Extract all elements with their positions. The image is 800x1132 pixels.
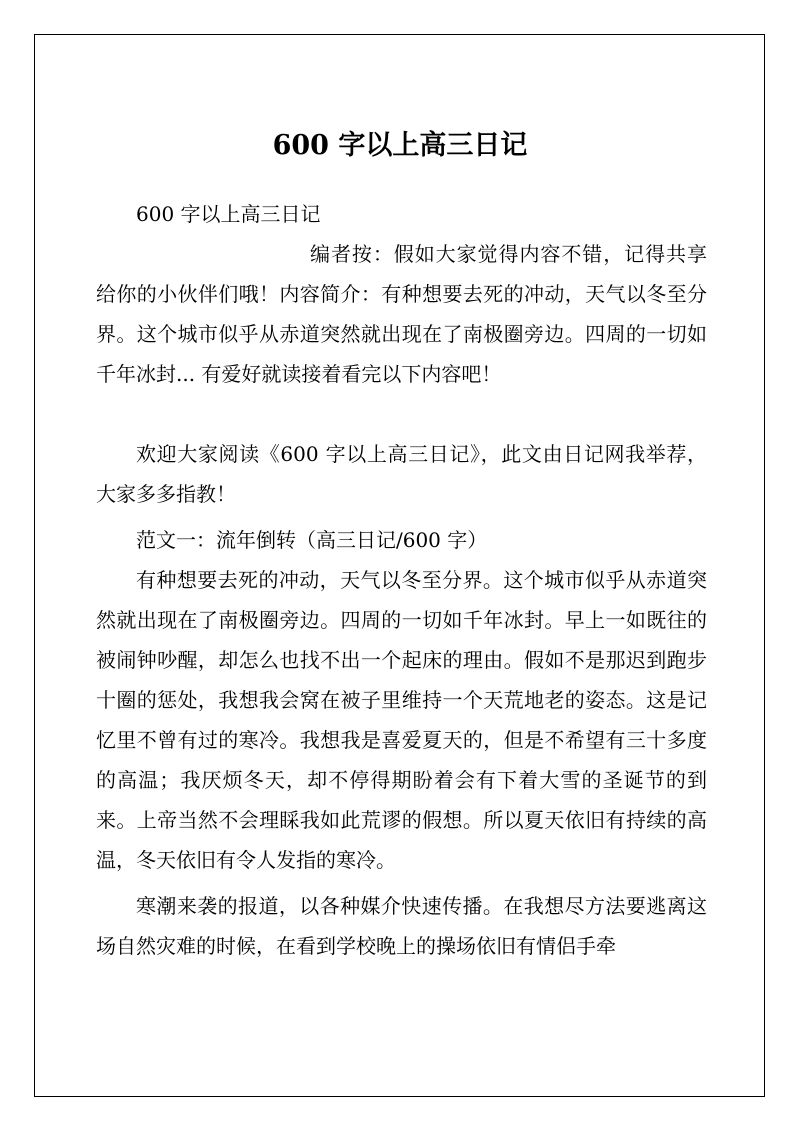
welcome-paragraph: 欢迎大家阅读《600 字以上高三日记》，此文由日记网我举荐，大家多多指教！ [96,442,707,506]
document-title: 600 字以上高三日记 [272,130,528,161]
body-paragraph-2: 寒潮来袭的报道，以各种媒介快速传播。在我想尽方法要逃离这场自然灾难的时候，在看到学校晚上的操场依旧有情侣手牵 [96,894,707,958]
document-subtitle: 600 字以上高三日记 [136,202,321,226]
body-paragraph-1: 有种想要去死的冲动，天气以冬至分界。这个城市似乎从赤道突然就出现在了南极圈旁边。四周的一切如千年冰封。早上一如既往的被闹钟吵醒，却怎么也找不出一个起床的理由。假如不是那迟到跑步十圈的惩处，我想我会窝在被子里维持一个天荒地老的姿态。这是记忆里不曾有过的寒冷。我想我是喜爱夏天的，但是不希望有三十多度的高温；我厌烦冬天，却不停得期盼着会有下着大雪的圣诞节的到来。上帝当然不会理睬我如此荒谬的假想。所以夏天依旧有持续的高温，冬天依旧有令人发指的寒冷。 [96,568,707,872]
editor-note-paragraph: 编者按：假如大家觉得内容不错，记得共享给你的小伙伴们哦！内容简介：有种想要去死的冲动，天气以冬至分界。这个城市似乎从赤道突然就出现在了南极圈旁边。四周的一切如千年冰封... 有爱好就读接着看完以下内容吧！ [96,242,707,386]
sample-heading: 范文一：流年倒转（高三日记/600 字） [136,528,488,552]
document-body [96,194,707,966]
